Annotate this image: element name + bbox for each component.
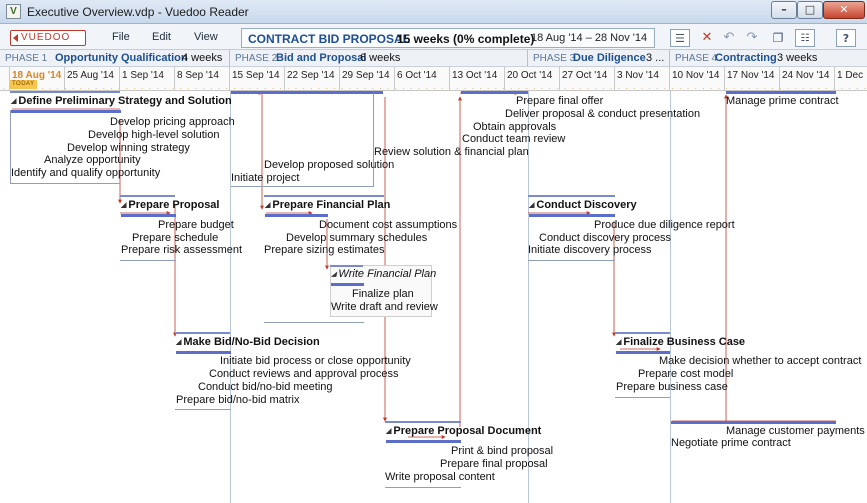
ruler-tick bbox=[724, 67, 725, 91]
task-item[interactable]: Conduct discovery process bbox=[539, 232, 672, 244]
project-duration: 15 weeks (0% complete) bbox=[397, 32, 535, 46]
collapse-triangle-icon[interactable]: ◢ bbox=[265, 202, 271, 209]
ruler-tick bbox=[449, 67, 450, 91]
week-label: 6 Oct '14 bbox=[397, 70, 437, 81]
phase-name: Opportunity Qualification bbox=[55, 52, 188, 64]
task-item[interactable]: Conduct team review bbox=[462, 133, 566, 145]
week-label: 25 Aug '14 bbox=[67, 70, 114, 81]
menu-edit[interactable]: Edit bbox=[152, 31, 171, 43]
phase-name: Bid and Proposal bbox=[276, 52, 367, 64]
week-label: 1 Sep '14 bbox=[122, 70, 164, 81]
group-discovery[interactable] bbox=[529, 199, 637, 211]
task-item[interactable]: Conduct bid/no-bid meeting bbox=[198, 381, 333, 393]
task-item[interactable]: Develop winning strategy bbox=[67, 142, 190, 154]
delete-icon[interactable]: ✕ bbox=[701, 30, 713, 45]
ruler-tick bbox=[64, 67, 65, 91]
task-item[interactable]: Initiate project bbox=[231, 172, 300, 184]
list-view-icon[interactable]: ☰ bbox=[670, 29, 690, 47]
ruler-dots bbox=[0, 87, 867, 90]
group-define-strategy[interactable] bbox=[11, 95, 232, 107]
task-item[interactable]: Negotiate prime contract bbox=[671, 437, 791, 449]
week-label: 13 Oct '14 bbox=[452, 70, 498, 81]
group-underline bbox=[385, 487, 461, 488]
phase-duration: 3 ... bbox=[646, 52, 665, 64]
phase-bar bbox=[0, 50, 867, 67]
task-item[interactable]: Prepare cost model bbox=[638, 368, 734, 380]
task-item[interactable]: Review solution & financial plan bbox=[374, 146, 529, 158]
task-bar[interactable] bbox=[616, 351, 670, 354]
phase-duration: 4 weeks bbox=[182, 52, 223, 64]
ruler-tick bbox=[669, 67, 670, 91]
group-underline bbox=[528, 260, 615, 261]
task-item[interactable]: Prepare business case bbox=[616, 381, 728, 393]
group-underline bbox=[120, 260, 176, 261]
task-item[interactable]: Print & bind proposal bbox=[451, 445, 554, 457]
task-item[interactable]: Prepare final proposal bbox=[440, 458, 548, 470]
maximize-button[interactable]: □ bbox=[797, 1, 823, 19]
task-bar[interactable] bbox=[331, 283, 364, 286]
week-label: 27 Oct '14 bbox=[562, 70, 608, 81]
collapse-triangle-icon[interactable]: ◢ bbox=[616, 339, 622, 346]
group-underline bbox=[175, 409, 231, 410]
group-bar bbox=[264, 195, 384, 197]
phase-number: PHASE 1 bbox=[5, 53, 48, 64]
gantt-canvas bbox=[0, 91, 867, 503]
week-label: 20 Oct '14 bbox=[507, 70, 553, 81]
window-title-bar bbox=[0, 0, 867, 24]
week-label: 10 Nov '14 bbox=[672, 70, 720, 81]
group-proposal-document[interactable] bbox=[386, 425, 541, 437]
task-bar[interactable] bbox=[121, 214, 176, 217]
week-label: 3 Nov '14 bbox=[617, 70, 659, 81]
collapse-triangle-icon[interactable]: ◢ bbox=[121, 202, 127, 209]
ruler-tick bbox=[174, 67, 175, 91]
ruler-tick bbox=[504, 67, 505, 91]
menu-view[interactable]: View bbox=[194, 31, 218, 43]
ruler-tick bbox=[614, 67, 615, 91]
ruler-tick bbox=[229, 67, 230, 91]
week-label: 18 Aug '14 bbox=[12, 70, 62, 81]
collapse-triangle-icon[interactable]: ◢ bbox=[529, 202, 535, 209]
phase-number: PHASE 4 bbox=[675, 53, 718, 64]
task-item[interactable]: Manage prime contract bbox=[726, 95, 839, 107]
week-label: 24 Nov '14 bbox=[782, 70, 830, 81]
week-label: 22 Sep '14 bbox=[287, 70, 335, 81]
group-bar bbox=[385, 421, 461, 423]
task-item[interactable]: Write proposal content bbox=[385, 471, 495, 483]
task-item[interactable]: Prepare budget bbox=[158, 219, 234, 231]
week-label: 1 Dec bbox=[837, 70, 864, 81]
phase-1[interactable] bbox=[0, 50, 230, 67]
collapse-triangle-icon[interactable]: ◢ bbox=[386, 428, 392, 435]
task-bar[interactable] bbox=[671, 421, 836, 424]
task-item[interactable]: Document cost assumptions bbox=[319, 219, 458, 231]
collapse-triangle-icon[interactable]: ◢ bbox=[176, 339, 182, 346]
task-bar[interactable] bbox=[529, 214, 615, 217]
copy-icon[interactable]: ❐ bbox=[772, 31, 784, 45]
collapse-triangle-icon[interactable]: ◢ bbox=[11, 98, 17, 105]
task-item[interactable]: Prepare final offer bbox=[516, 95, 604, 107]
phase-duration: 6 weeks bbox=[360, 52, 401, 64]
group-title: Define Preliminary Strategy and Solution bbox=[18, 95, 232, 107]
group-title: Make Bid/No-Bid Decision bbox=[183, 336, 320, 348]
week-label: 17 Nov '14 bbox=[727, 70, 775, 81]
group-business-case[interactable] bbox=[616, 336, 745, 348]
group-title: Prepare Financial Plan bbox=[272, 199, 391, 211]
group-title: Prepare Proposal Document bbox=[393, 425, 542, 437]
task-item[interactable]: Prepare risk assessment bbox=[121, 244, 243, 256]
week-label: 8 Sep '14 bbox=[177, 70, 219, 81]
week-label: 29 Sep '14 bbox=[342, 70, 390, 81]
task-item[interactable]: Prepare schedule bbox=[132, 232, 219, 244]
phase-number: PHASE 2 bbox=[235, 53, 278, 64]
week-label: 15 Sep '14 bbox=[232, 70, 280, 81]
timeline-ruler bbox=[0, 67, 867, 91]
ruler-tick bbox=[9, 67, 10, 91]
menu-file[interactable]: File bbox=[112, 31, 130, 43]
group-title: Finalize Business Case bbox=[623, 336, 746, 348]
task-item[interactable]: Deliver proposal & conduct presentation bbox=[505, 108, 701, 120]
task-item[interactable]: Initiate bid process or close opportunity bbox=[220, 355, 411, 367]
group-bar bbox=[615, 332, 670, 334]
ruler-tick bbox=[119, 67, 120, 91]
undo-icon[interactable]: ↶ bbox=[723, 30, 735, 45]
task-item[interactable]: Produce due diligence report bbox=[594, 219, 735, 231]
task-item[interactable]: Identify and qualify opportunity bbox=[11, 167, 161, 179]
task-item[interactable]: Develop pricing approach bbox=[110, 116, 235, 128]
collapse-triangle-icon[interactable]: ◢ bbox=[331, 271, 337, 278]
phase-duration: 3 weeks bbox=[777, 52, 818, 64]
task-item[interactable]: Finalize plan bbox=[352, 288, 414, 300]
logo-text: VUEDOO bbox=[21, 32, 71, 43]
group-title: Prepare Proposal bbox=[128, 199, 220, 211]
task-item[interactable]: Obtain approvals bbox=[473, 121, 557, 133]
settings-icon[interactable]: ☷ bbox=[795, 29, 815, 47]
ruler-tick bbox=[779, 67, 780, 91]
close-button[interactable]: ✕ bbox=[823, 1, 865, 19]
task-bar[interactable] bbox=[176, 351, 231, 354]
phase-number: PHASE 3 bbox=[533, 53, 576, 64]
task-item[interactable]: Develop high-level solution bbox=[88, 129, 220, 141]
task-item[interactable]: Conduct reviews and approval process bbox=[209, 368, 399, 380]
project-date-range: 18 Aug '14 – 28 Nov '14 bbox=[531, 32, 648, 44]
task-item[interactable]: Manage customer payments bbox=[726, 425, 865, 437]
group-title: Conduct Discovery bbox=[536, 199, 637, 211]
group-bar bbox=[120, 195, 175, 197]
phase-4[interactable] bbox=[670, 50, 867, 67]
task-item[interactable]: Analyze opportunity bbox=[44, 154, 141, 166]
group-bar bbox=[528, 195, 615, 197]
group-write-financial-plan[interactable] bbox=[331, 268, 436, 280]
phase-name: Contracting bbox=[715, 52, 777, 64]
project-summary bbox=[241, 28, 655, 48]
group-bar bbox=[10, 91, 120, 93]
task-item[interactable]: Develop proposed solution bbox=[264, 159, 395, 171]
task-item[interactable]: Write draft and review bbox=[331, 301, 438, 313]
ruler-tick bbox=[339, 67, 340, 91]
task-item[interactable]: Prepare bid/no-bid matrix bbox=[176, 394, 300, 406]
task-item[interactable]: Prepare sizing estimates bbox=[264, 244, 385, 256]
group-underline bbox=[264, 322, 364, 323]
today-badge: TODAY bbox=[12, 81, 35, 87]
redo-icon[interactable]: ↷ bbox=[746, 30, 758, 45]
task-item[interactable]: Make decision whether to accept contract bbox=[659, 355, 862, 367]
project-title: CONTRACT BID PROPOSAL bbox=[248, 32, 410, 46]
task-bar[interactable] bbox=[386, 440, 461, 443]
group-bar bbox=[330, 265, 363, 267]
app-icon: V bbox=[6, 4, 21, 19]
group-financial-plan[interactable] bbox=[265, 199, 390, 211]
group-bar bbox=[175, 332, 230, 334]
help-icon[interactable]: ? bbox=[836, 29, 856, 47]
task-bar[interactable] bbox=[265, 214, 328, 217]
back-arrow-icon bbox=[13, 34, 18, 42]
ruler-tick bbox=[559, 67, 560, 91]
group-bid-decision[interactable] bbox=[176, 336, 320, 348]
phase-2[interactable] bbox=[230, 50, 528, 67]
group-prepare-proposal[interactable] bbox=[121, 199, 219, 211]
phase-name: Due Diligence bbox=[573, 52, 646, 64]
ruler-tick bbox=[834, 67, 835, 91]
toolbar bbox=[0, 24, 867, 50]
phase-3[interactable] bbox=[528, 50, 670, 67]
group-underline bbox=[615, 397, 670, 398]
ruler-tick bbox=[394, 67, 395, 91]
vuedoo-logo[interactable] bbox=[10, 30, 86, 46]
group-title: Write Financial Plan bbox=[338, 268, 437, 280]
window-title: Executive Overview.vdp - Vuedoo Reader bbox=[27, 5, 249, 19]
task-item[interactable]: Initiate discovery process bbox=[528, 244, 652, 256]
ruler-tick bbox=[284, 67, 285, 91]
task-bar[interactable] bbox=[726, 91, 836, 94]
minimize-button[interactable]: – bbox=[771, 1, 797, 19]
task-item[interactable]: Develop summary schedules bbox=[286, 232, 428, 244]
task-bar[interactable] bbox=[461, 91, 528, 94]
